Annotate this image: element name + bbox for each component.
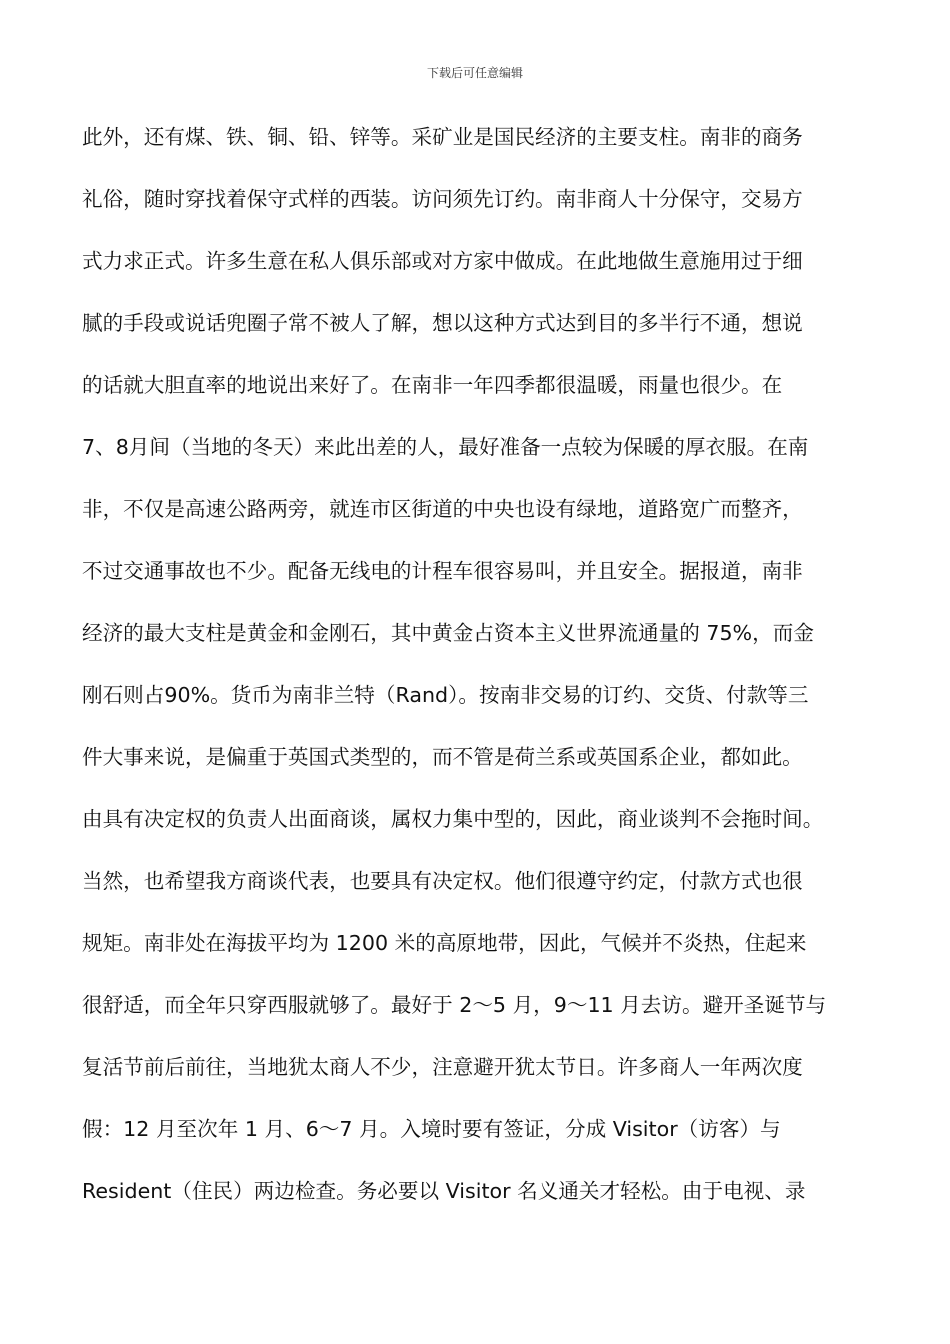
text-line: 非，不仅是高速公路两旁，就连市区街道的中央也设有绿地，道路宽广而整齐， (82, 497, 803, 521)
text-line: 规矩。南非处在海拔平均为 1200 米的高原地带，因此，气候并不炎热，住起来 (82, 931, 807, 955)
text-line: 复活节前后前往，当地犹太商人不少，注意避开犹太节日。许多商人一年两次度 (82, 1055, 803, 1079)
text-line: Resident（住民）两边检查。务必要以 Visitor 名义通关才轻松。由于电视、录 (82, 1179, 806, 1203)
text-line: 假：12 月至次年 1 月、6～7 月。入境时要有签证，分成 Visitor（访客）与 (82, 1117, 781, 1141)
text-line: 当然，也希望我方商谈代表，也要具有决定权。他们很遵守约定，付款方式也很 (82, 869, 803, 893)
text-line: 不过交通事故也不少。配备无线电的计程车很容易叫，并且安全。据报道，南非 (82, 559, 803, 583)
text-line: 由具有决定权的负责人出面商谈，属权力集中型的，因此，商业谈判不会拖时间。 (82, 807, 824, 831)
text-line: 经济的最大支柱是黄金和金刚石，其中黄金占资本主义世界流通量的 75%，而金 (82, 621, 814, 645)
text-line: 此外，还有煤、铁、铜、铅、锌等。采矿业是国民经济的主要支柱。南非的商务 (82, 125, 803, 149)
body-text (82, 116, 902, 1232)
text-line: 的话就大胆直率的地说出来好了。在南非一年四季都很温暖，雨量也很少。在 (82, 373, 783, 397)
text-line: 7、8月间（当地的冬天）来此出差的人，最好准备一点较为保暖的厚衣服。在南 (82, 435, 809, 459)
text-line: 礼俗，随时穿找着保守式样的西装。访问须先订约。南非商人十分保守，交易方 (82, 187, 803, 211)
text-line: 刚石则占90%。货币为南非兰特（Rand）。按南非交易的订约、交货、付款等三 (82, 683, 809, 707)
text-line: 腻的手段或说话兜圈子常不被人了解，想以这种方式达到目的多半行不通，想说 (82, 311, 803, 335)
text-line: 很舒适，而全年只穿西服就够了。最好于 2～5 月，9～11 月去访。避开圣诞节与 (82, 993, 827, 1017)
text-line: 式力求正式。许多生意在私人俱乐部或对方家中做成。在此地做生意施用过于细 (82, 249, 803, 273)
page-header: 下载后可任意编辑 (426, 66, 523, 80)
text-line: 件大事来说，是偏重于英国式类型的，而不管是荷兰系或英国系企业，都如此。 (82, 745, 803, 769)
